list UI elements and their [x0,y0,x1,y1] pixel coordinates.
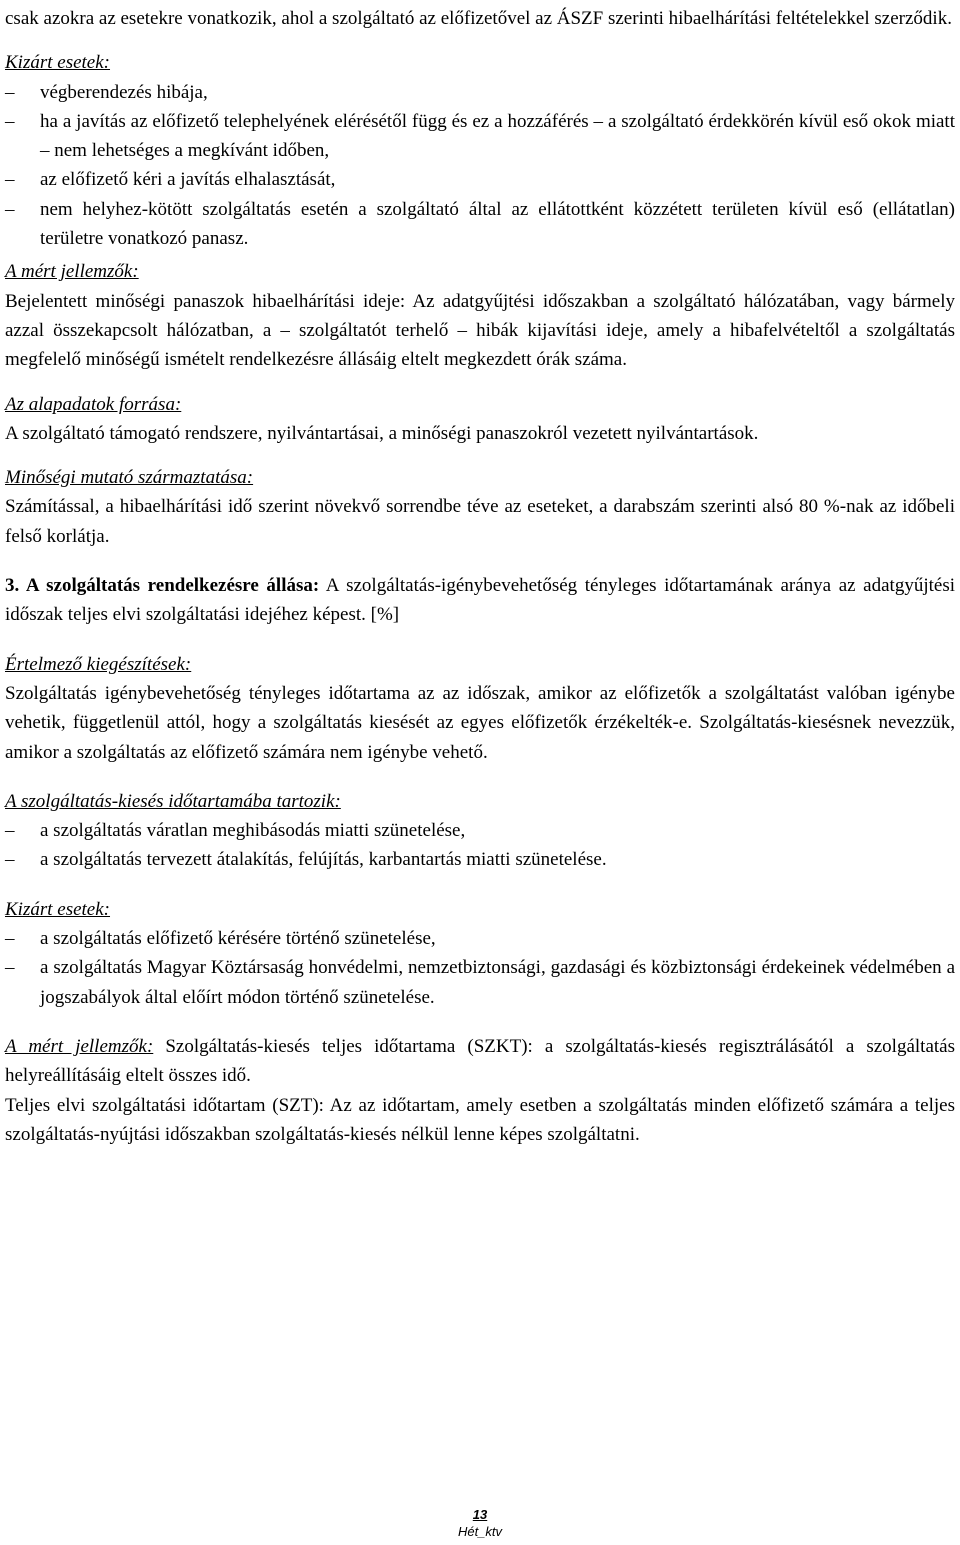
footer-note: Hét_ktv [457,1524,503,1539]
indicator-derivation-text: Számítással, a hibaelhárítási idő szerint növekvő sorrendbe téve az eseteket, a darabszám szerinti alsó 80 %-nak az időbeli felső korlátja. [5,496,955,547]
excluded-cases-list [5,78,955,254]
measured-characteristics-heading-2: A mért jellemzők: [5,1035,154,1057]
list-item: – végberendezés hibája, [5,78,955,107]
data-source-text: A szolgáltató támogató rendszere, nyilvántartásai, a minőségi panaszokról vezetett nyilvántartások. [5,422,759,444]
list-item: – a szolgáltatás előfizető kérésére történő szünetelése, [5,924,955,953]
list-item: – az előfizető kéri a javítás elhalasztását, [5,165,955,194]
explanatory-notes-heading: Értelmező kiegészítések: [5,653,192,675]
intro-paragraph: csak azokra az esetekre vonatkozik, ahol a szolgáltató az előfizetővel az ÁSZF szerinti hibaelhárítási feltételekkel szerződik. [5,8,952,29]
measured-characteristics-text-2: Szolgáltatás-kiesés teljes időtartama (SZKT): a szolgáltatás-kiesés regisztrálásától a szolgáltatás helyreállításáig eltelt összes idő. [5,1035,955,1087]
measured-characteristics-heading: A mért jellemzők: [5,261,139,283]
document-page [5,4,955,1149]
outage-duration-heading: A szolgáltatás-kiesés időtartamába tartozik: [5,790,341,812]
excluded-cases-list-2 [5,924,955,1012]
excluded-cases-heading-2: Kizárt esetek: [5,898,111,920]
list-item: – ha a javítás az előfizető telephelyének elérésétől függ és ez a hozzáférés – a szolgáltató érdekkörén kívül eső okok miatt – nem lehetséges a megkívánt időben, [5,107,955,166]
section-3-title: 3. A szolgáltatás rendelkezésre állása: [5,575,320,597]
indicator-derivation-heading: Minőségi mutató származtatása: [5,467,254,489]
page-footer [0,1506,960,1540]
total-service-time-text: Teljes elvi szolgáltatási időtartam (SZT): Az az időtartam, amely esetben a szolgáltatás minden előfizető számára a teljes szolgáltatás-nyújtási időszakban szolgáltatás-kiesés nélkül lenne képes szolgáltatni. [5,1094,955,1145]
explanatory-notes-text: Szolgáltatás igénybevehetőség tényleges időtartama az az időszak, amikor az előfizetők a szolgáltatást valóban igénybe vehetik, függetlenül attól, hogy a szolgáltatás kiesését az egyes előfizetők érzékelték-e. Szolgáltatás-kiesésnek nevezzük, amikor a szolgáltatás az előfizető számára nem igénybe vehető. [5,682,955,763]
data-source-heading: Az alapadatok forrása: [5,393,182,415]
outage-duration-list [5,816,955,875]
list-item: – a szolgáltatás váratlan meghibásodás miatti szünetelése, [5,816,955,845]
measured-characteristics-text: Bejelentett minőségi panaszok hibaelhárítási ideje: Az adatgyűjtési időszakban a szolgáltató hálózatában, vagy bármely azzal összekapcsolt hálózatban, a – szolgáltatót terhelő – hibák kijavítási ideje, amely a hibafelvételtől a szolgáltatás megfelelő minőségű ismételt rendelkezésre állásáig eltelt megkezdett órák száma. [5,290,955,371]
page-number: 13 [472,1507,488,1522]
section-3-text: A szolgáltatás-igénybevehetőség tényleges időtartamának aránya az adatgyűjtési időszak teljes elvi szolgáltatási idejéhez képest. [%] [5,575,955,626]
list-item: – a szolgáltatás tervezett átalakítás, felújítás, karbantartás miatti szünetelése. [5,845,955,874]
list-item: – a szolgáltatás Magyar Köztársaság honvédelmi, nemzetbiztonsági, gazdasági és közbiztonsági érdekeinek védelmében a jogszabályok által előírt módon történő szünetelése. [5,953,955,1012]
excluded-cases-heading: Kizárt esetek: [5,52,111,74]
section-3-paragraph [5,571,955,630]
measured-characteristics-paragraph-2 [5,1032,955,1091]
list-item: – nem helyhez-kötött szolgáltatás esetén a szolgáltató által az ellátottként közzétett területen kívül eső (ellátatlan) területre vonatkozó panasz. [5,195,955,254]
